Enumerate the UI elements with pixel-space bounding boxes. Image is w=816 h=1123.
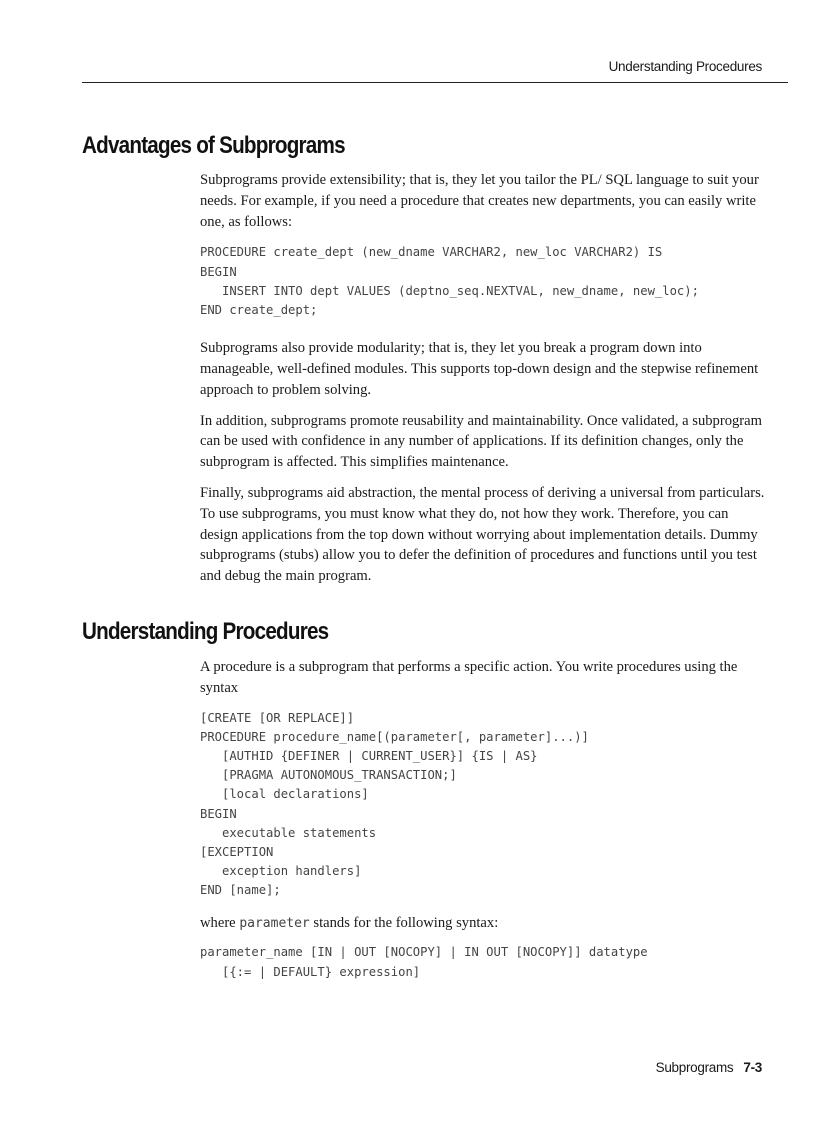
section-title-procedures: Understanding Procedures xyxy=(82,618,329,645)
code-procedure-syntax: [CREATE [OR REPLACE]] PROCEDURE procedure_name[(parameter[, parameter]...)] [AUTHID {DEFINER | CURRENT_USER}] {IS | AS} [PRAGMA AUTONOMOUS_TRANSACTION;] [local declarations] BEGIN executable statements [EXCEPTION exception handlers] END [name]; xyxy=(200,710,589,898)
section-advantages-body xyxy=(200,170,766,587)
where-suffix: stands for the following syntax: xyxy=(309,914,499,931)
paragraph-modularity: Subprograms also provide modularity; that is, they let you break a program down into manageable, well-defined modules. This supports top-down design and the stepwise refinement approach to problem solving. xyxy=(200,340,759,398)
inline-code-parameter: parameter xyxy=(239,915,310,931)
page-footer xyxy=(656,1060,762,1075)
footer-chapter: Subprograms xyxy=(655,1060,734,1075)
paragraph-parameter-where xyxy=(200,913,766,935)
header-rule xyxy=(82,82,788,83)
paragraph-extensibility: Subprograms provide extensibility; that is, they let you tailor the PL/ SQL language to suit your needs. For example, if you need a procedure that creates new departments, you can easily write one, as follows: xyxy=(200,172,759,230)
paragraph-abstraction: Finally, subprograms aid abstraction, the mental process of deriving a universal from particulars. To use subprograms, you must know what they do, not how they work. Therefore, you can design applications from the top down without worrying about implementation details. Dummy subprograms (stubs) allow you to defer the definition of procedures and functions until you test and debug the main program. xyxy=(200,484,765,585)
code-create-dept: PROCEDURE create_dept (new_dname VARCHAR2, new_loc VARCHAR2) IS BEGIN INSERT INTO dept VALUES (deptno_seq.NEXTVAL, new_dname, new_loc); END create_dept; xyxy=(200,245,699,317)
footer-page-number: 7-3 xyxy=(743,1060,762,1075)
where-prefix: where xyxy=(200,914,240,931)
section-title-advantages: Advantages of Subprograms xyxy=(82,132,345,159)
paragraph-reusability: In addition, subprograms promote reusability and maintainability. Once validated, a subprogram can be used with confidence in any number of applications. If its definition changes, only the subprogram is affected. This simplifies maintenance. xyxy=(200,412,762,471)
running-header: Understanding Procedures xyxy=(608,59,762,74)
code-parameter-syntax: parameter_name [IN | OUT [NOCOPY] | IN OUT [NOCOPY]] datatype [{:= | DEFAULT} expression] xyxy=(200,945,648,979)
section-procedures-body xyxy=(200,657,766,982)
paragraph-procedure-intro: A procedure is a subprogram that performs a specific action. You write procedures using the syntax xyxy=(200,659,738,696)
